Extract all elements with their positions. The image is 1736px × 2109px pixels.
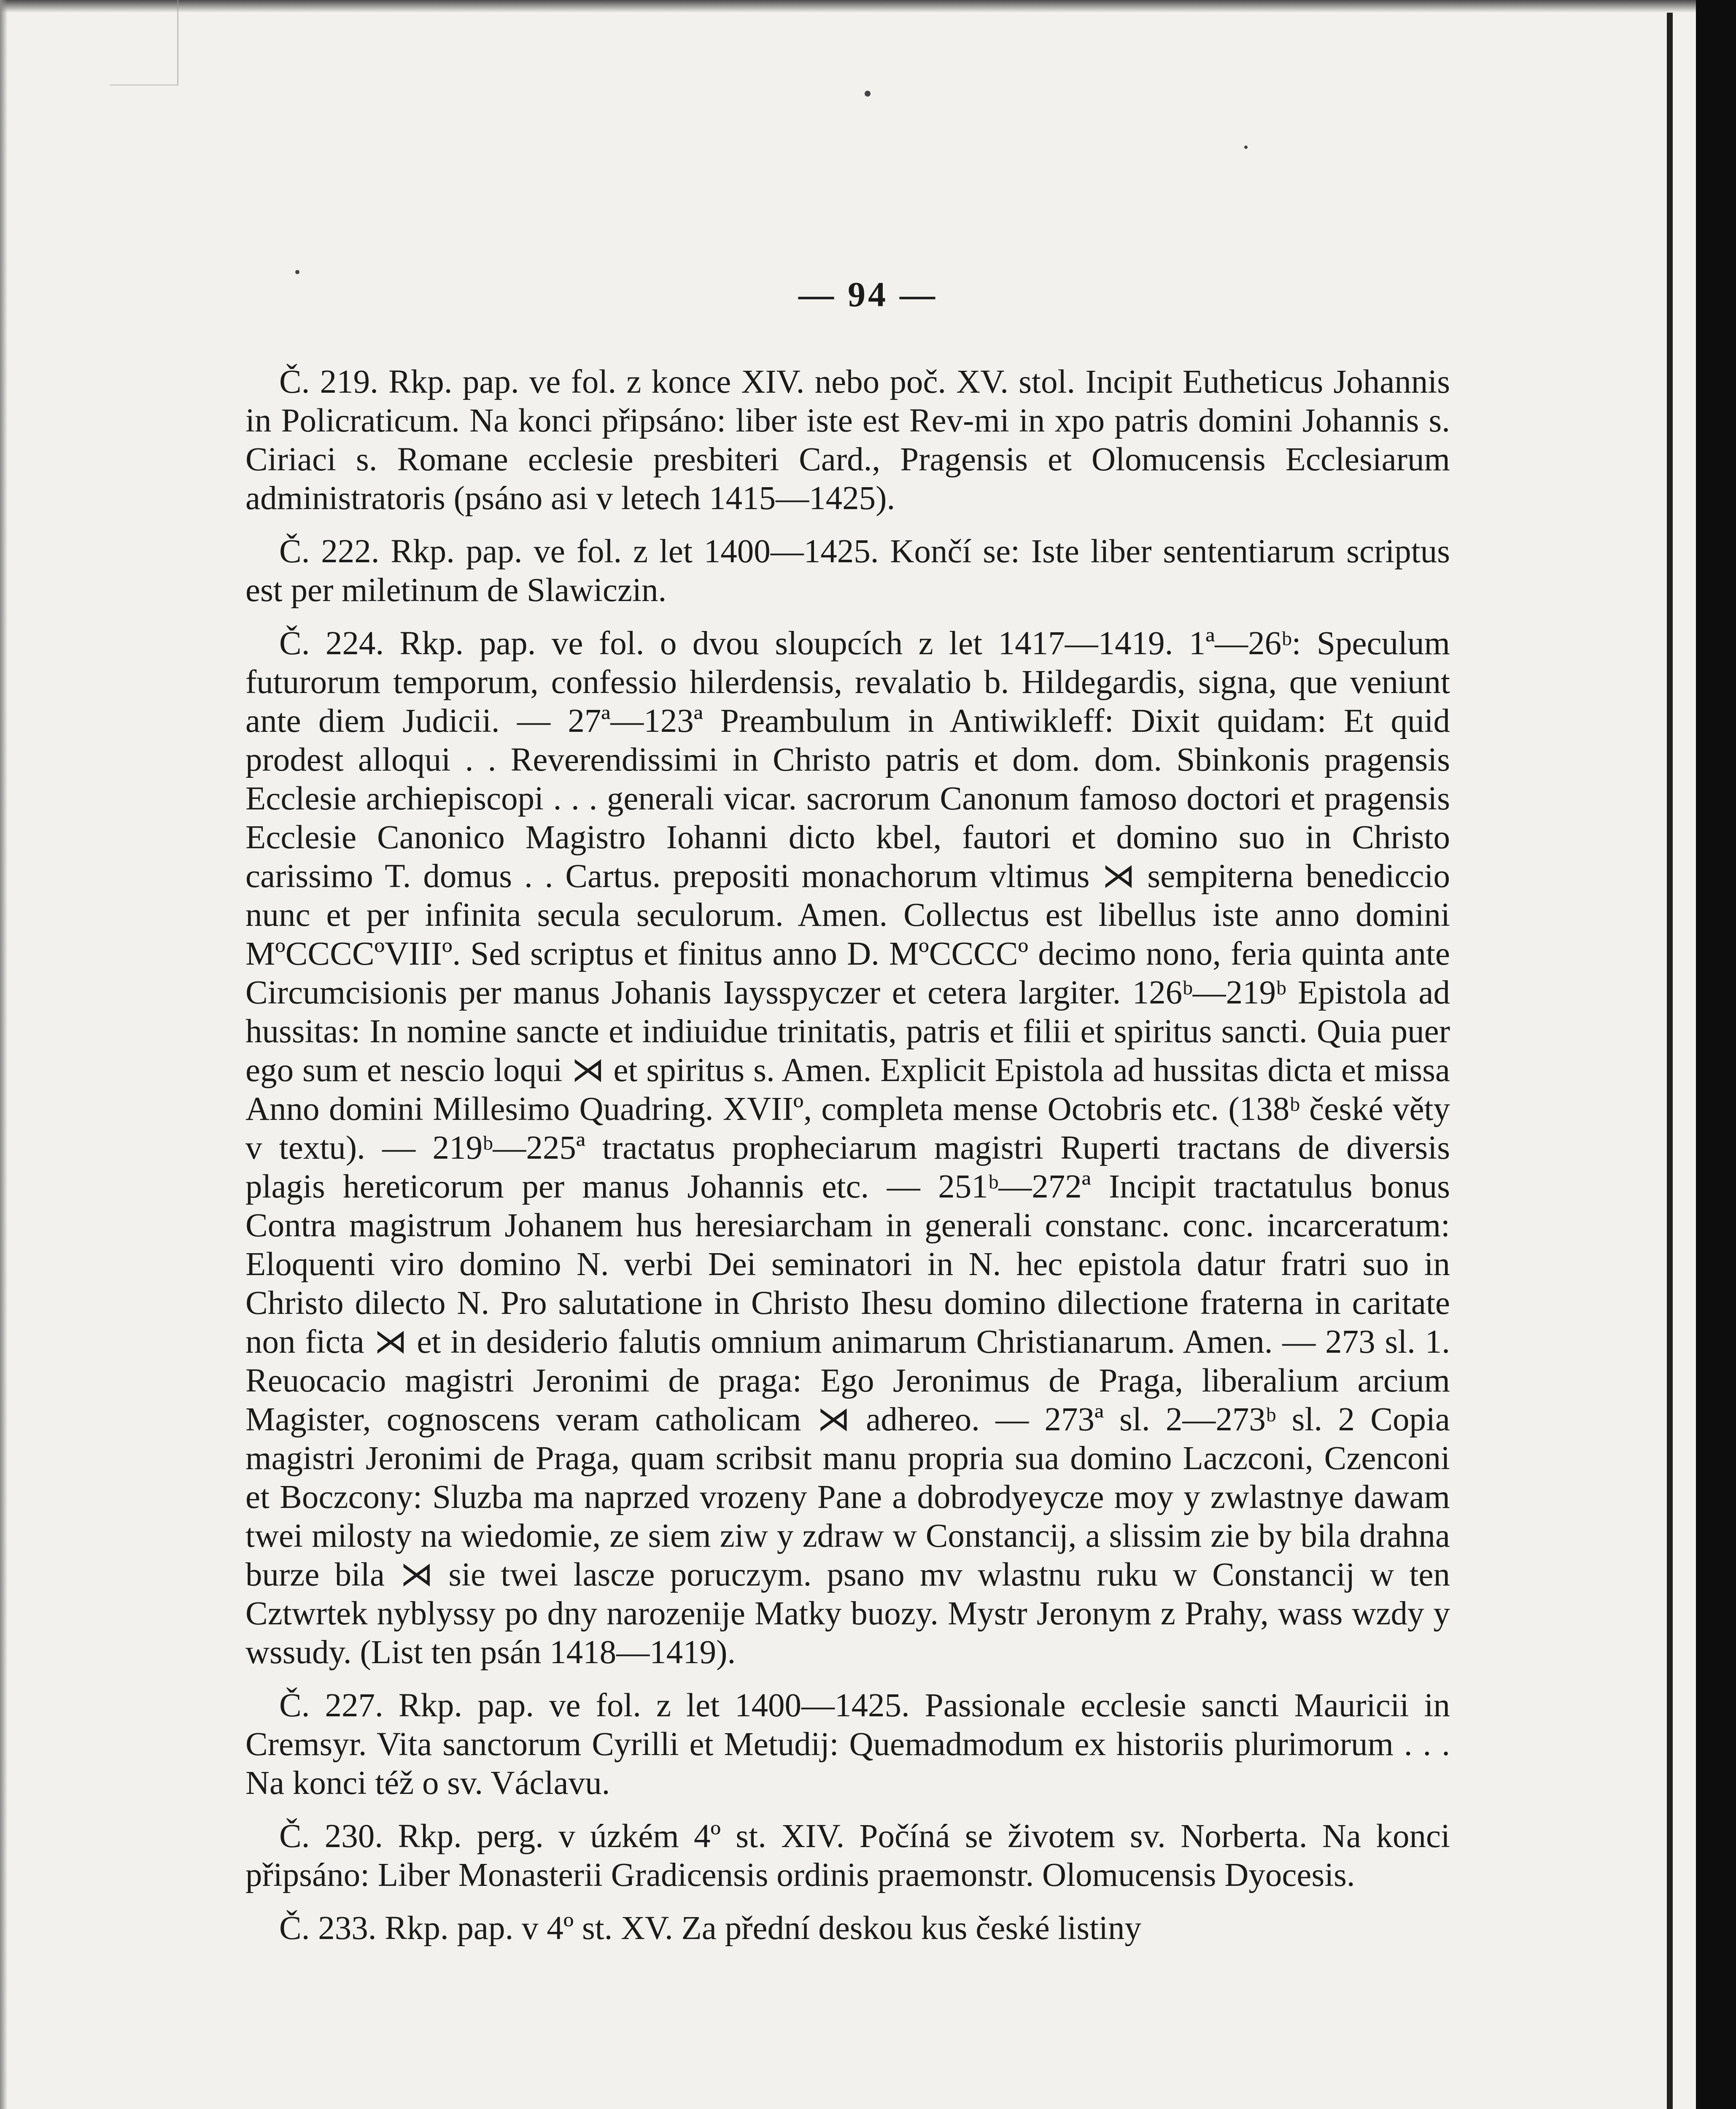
dust-speck bbox=[865, 91, 871, 97]
entry-text: Č. 230. Rkp. perg. v úzkém 4º st. XIV. Počíná se životem sv. Norberta. Na konci připsáno: Liber Monasterii Gradicensis ordinis praemonstr. Olomucensis Dyocesis. bbox=[245, 1818, 1450, 1893]
scan-left-edge bbox=[0, 0, 8, 2109]
catalog-entry-219 bbox=[245, 363, 1450, 518]
entry-text: Č. 227. Rkp. pap. ve fol. z let 1400—1425. Passionale ecclesie sancti Mauricii in Cremsyr. Vita sanctorum Cyrilli et Metudij: Quemadmodum ex historiis plurimorum . . . Na konci též o sv. Václavu. bbox=[245, 1687, 1450, 1802]
entry-text: Č. 222. Rkp. pap. ve fol. z let 1400—1425. Končí se: Iste liber sententiarum scriptus est per miletinum de Slawiczin. bbox=[245, 533, 1450, 609]
catalog-entry-224 bbox=[245, 624, 1450, 1672]
fold-mark bbox=[110, 0, 178, 86]
dust-speck bbox=[295, 270, 299, 274]
scan-right-rule bbox=[1667, 13, 1673, 2109]
scan-top-edge bbox=[0, 0, 1736, 13]
entry-text: Č. 219. Rkp. pap. ve fol. z konce XIV. nebo poč. XV. stol. Incipit Eutheticus Johannis in Policraticum. Na konci připsáno: liber iste est Rev-mi in xpo patris domini Johannis s. Ciriaci s. Romane ecclesie presbiteri Card., Pragensis et Olomucensis Ecclesiarum administratoris (psáno asi v letech 1415—1425). bbox=[245, 364, 1450, 517]
scan-right-border bbox=[1696, 0, 1736, 2109]
catalog-entry-230 bbox=[245, 1817, 1450, 1895]
dust-speck bbox=[1244, 146, 1248, 149]
catalog-entry-222 bbox=[245, 532, 1450, 610]
entry-text: Č. 224. Rkp. pap. ve fol. o dvou sloupcích z let 1417—1419. 1ª—26ᵇ: Speculum futurorum temporum, confessio hilerdensis, revalatio b. Hildegardis, signa, que veniunt ante diem Judicii. — 27ª—123ª Preambulum in Antiwikleff: Dixit quidam: Et quid prodest alloqui . . Reverendissimi in Christo patris et dom. dom. Sbinkonis pragensis Ecclesie archiepiscopi . . . generali vicar. sacrorum Canonum famoso doctori et pragensis Ecclesie Canonico Magistro Iohanni dicto kbel, fautori et domino suo in Christo carissimo T. domus . . Cartus. prepositi monachorum vltimus ⋊ sempiterna benediccio nunc et per infinita secula seculorum. Amen. Collectus est libellus iste anno domini MºCCCCºVIIIº. Sed scriptus et finitus anno D. MºCCCCº decimo nono, feria quinta ante Circumcisionis per manus Johanis Iaysspyczer et cetera largiter. 126ᵇ—219ᵇ Epistola ad hussitas: In nomine sancte et indiuidue trinitatis, patris et filii et spiritus sancti. Quia puer ego sum et nescio loqui ⋊ et spiritus s. Amen. Explicit Epistola ad hussitas dicta et missa Anno domini Millesimo Quadring. XVIIº, completa mense Octobris etc. (138ᵇ české věty v textu). — 219ᵇ—225ª tractatus propheciarum magistri Ruperti tractans de diversis plagis hereticorum per manus Johannis etc. — 251ᵇ—272ª Incipit tractatulus bonus Contra magistrum Johanem hus heresiarcham in generali constanc. conc. incarceratum: Eloquenti viro domino N. verbi Dei seminatori in N. hec epistola datur fratri suo in Christo dilecto N. Pro salutatione in Christo Ihesu domino dilectione fraterna in caritate non ficta ⋊ et in desiderio falutis omnium animarum Christianarum. Amen. — 273 sl. 1. Reuocacio magistri Jeronimi de praga: Ego Jeronimus de Praga, liberalium arcium Magister, cognoscens veram catholicam ⋊ adhereo. — 273ª sl. 2—273ᵇ sl. 2 Copia magistri Jeronimi de Praga, quam scribsit manu propria sua domino Laczconi, Czenconi et Boczcony: Sluzba ma naprzed vrozeny Pane a dobrodyeycze moy y zwlastnye dawam twei milosty na wiedomie, ze siem ziw y zdraw w Constancij, a slissim zie by bila drahna burze bila ⋊ sie twei lascze poruczym. psano mv wlastnu ruku w Constancij w ten Cztwrtek nyblyssy po dny narozenije Matky buozy. Mystr Jeronym z Prahy, wass wzdy y wssudy. (List ten psán 1418—1419). bbox=[245, 625, 1450, 1671]
page-number: — 94 — bbox=[798, 275, 938, 314]
catalog-entry-227 bbox=[245, 1686, 1450, 1803]
entry-text: Č. 233. Rkp. pap. v 4º st. XV. Za přední deskou kus české listiny bbox=[279, 1910, 1141, 1947]
catalog-text bbox=[245, 363, 1450, 1962]
catalog-entry-233 bbox=[245, 1909, 1450, 1948]
